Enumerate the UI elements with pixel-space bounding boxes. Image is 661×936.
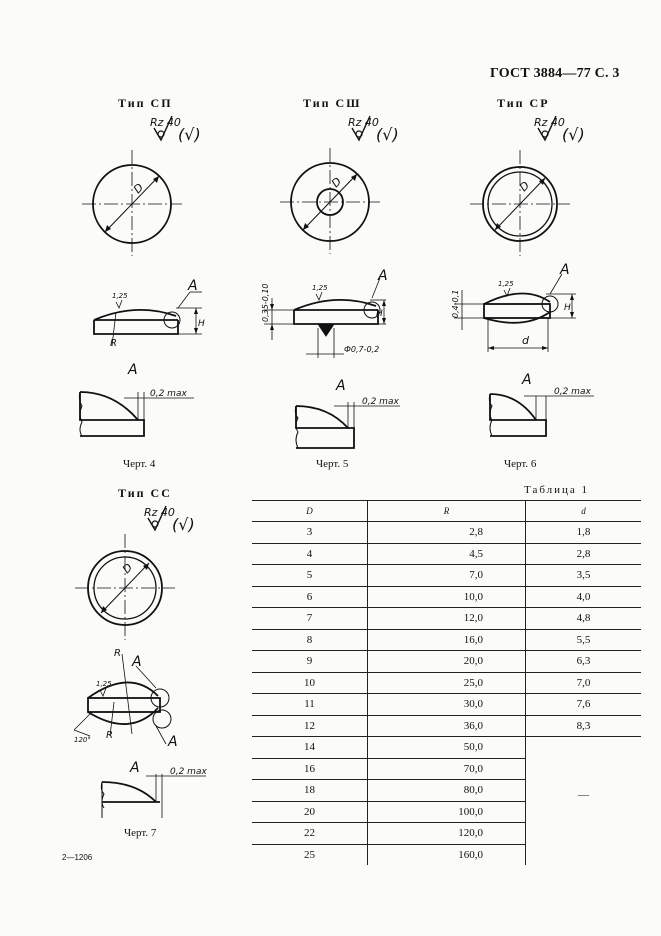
table-row — [252, 586, 641, 608]
svg-text:A: A — [336, 378, 346, 394]
table-header-D: D — [252, 501, 368, 522]
top-view-sp — [82, 150, 186, 260]
cell-D: 7 — [252, 608, 368, 630]
svg-text:A: A — [522, 372, 532, 388]
cell-D: 8 — [252, 629, 368, 651]
svg-text:D: D — [130, 180, 147, 197]
cell-D: 14 — [252, 737, 368, 759]
svg-text:R: R — [106, 730, 113, 741]
cell-R: 160,0 — [368, 844, 526, 865]
cell-D: 16 — [252, 758, 368, 780]
cell-R: 20,0 — [368, 651, 526, 673]
page-footer: 2—1206 — [62, 853, 93, 862]
roughness-symbol-sr — [532, 112, 602, 148]
caption-fig5: Черт. 5 — [316, 458, 349, 470]
cell-R: 16,0 — [368, 629, 526, 651]
cell-D: 25 — [252, 844, 368, 865]
detail-a-fig4 — [74, 358, 214, 448]
cell-D: 6 — [252, 586, 368, 608]
side-view-ssh — [256, 268, 396, 368]
cell-R: 4,5 — [368, 543, 526, 565]
roughness-symbol-ss — [142, 502, 212, 538]
page-header: ГОСТ 3884—77 С. 3 — [490, 66, 620, 81]
table-row — [252, 737, 641, 759]
caption-fig4: Черт. 4 — [123, 458, 156, 470]
roughness-symbol-ssh — [346, 112, 416, 148]
table-row — [252, 522, 641, 544]
cell-R: 100,0 — [368, 801, 526, 823]
cell-d — [526, 801, 642, 823]
cell-D: 12 — [252, 715, 368, 737]
svg-text:Rz 40: Rz 40 — [348, 116, 379, 129]
table-row — [252, 844, 641, 865]
type-sp-label: Тип СП — [118, 96, 173, 110]
cell-d: 2,8 — [526, 543, 642, 565]
table-row — [252, 629, 641, 651]
cell-d: 5,5 — [526, 629, 642, 651]
table-row — [252, 780, 641, 802]
table-header-d: d — [526, 501, 642, 522]
svg-text:A: A — [128, 362, 138, 378]
svg-text:(√): (√) — [172, 515, 195, 534]
svg-text:H: H — [376, 309, 383, 319]
top-view-sr — [470, 150, 574, 260]
cell-R: 36,0 — [368, 715, 526, 737]
svg-text:A: A — [130, 760, 140, 776]
svg-text:0,4-0,1: 0,4-0,1 — [451, 289, 460, 318]
caption-fig6: Черт. 6 — [504, 458, 537, 470]
table-row — [252, 694, 641, 716]
svg-text:R: R — [110, 338, 117, 349]
svg-text:H: H — [564, 303, 571, 313]
cell-R: 2,8 — [368, 522, 526, 544]
svg-text:A: A — [132, 654, 142, 670]
table-title: Таблица 1 — [524, 484, 590, 496]
cell-d: 3,5 — [526, 565, 642, 587]
table-row — [252, 801, 641, 823]
cell-d: — — [526, 780, 642, 802]
svg-text:0,2 max: 0,2 max — [554, 387, 591, 397]
cell-d: 6,3 — [526, 651, 642, 673]
table-row — [252, 672, 641, 694]
cell-D: 18 — [252, 780, 368, 802]
svg-text:A: A — [188, 278, 198, 294]
cell-R: 80,0 — [368, 780, 526, 802]
cell-d: 4,8 — [526, 608, 642, 630]
cell-R: 12,0 — [368, 608, 526, 630]
table-row — [252, 608, 641, 630]
roughness-symbol-sp — [148, 112, 218, 148]
svg-text:Rz 40: Rz 40 — [534, 116, 565, 129]
svg-text:(√): (√) — [376, 125, 399, 144]
cell-d: 7,0 — [526, 672, 642, 694]
cell-d: 7,6 — [526, 694, 642, 716]
svg-text:d: d — [522, 334, 529, 347]
cell-R: 120,0 — [368, 823, 526, 845]
cell-R: 10,0 — [368, 586, 526, 608]
cell-D: 4 — [252, 543, 368, 565]
cell-D: 20 — [252, 801, 368, 823]
svg-text:R: R — [114, 648, 121, 659]
svg-text:1,25: 1,25 — [498, 280, 514, 288]
svg-text:0,2 max: 0,2 max — [362, 397, 399, 407]
type-ssh-label: Тип СШ — [303, 96, 362, 110]
caption-fig7: Черт. 7 — [124, 827, 157, 839]
table-1 — [252, 500, 641, 865]
svg-text:1,25: 1,25 — [96, 680, 112, 688]
cell-d — [526, 758, 642, 780]
svg-text:(√): (√) — [562, 125, 585, 144]
svg-text:1,25: 1,25 — [312, 284, 328, 292]
cell-d — [526, 844, 642, 865]
cell-R: 50,0 — [368, 737, 526, 759]
table-row — [252, 715, 641, 737]
top-view-ss — [75, 534, 179, 644]
svg-text:A: A — [168, 734, 178, 750]
cell-d — [526, 823, 642, 845]
top-view-ssh — [280, 148, 384, 258]
table-row — [252, 823, 641, 845]
svg-text:H: H — [198, 319, 205, 329]
detail-a-fig5 — [290, 376, 430, 460]
svg-text:D: D — [119, 560, 136, 577]
table-header-R: R — [368, 501, 526, 522]
cell-d: 4,0 — [526, 586, 642, 608]
type-ss-label: Тип СС — [118, 486, 172, 500]
cell-D: 10 — [252, 672, 368, 694]
side-view-sp — [86, 276, 216, 356]
cell-D: 5 — [252, 565, 368, 587]
table-row — [252, 543, 641, 565]
svg-text:Rz 40: Rz 40 — [150, 116, 181, 129]
cell-D: 3 — [252, 522, 368, 544]
detail-a-fig7 — [96, 756, 226, 826]
svg-text:Ф0,7-0,2: Ф0,7-0,2 — [344, 345, 380, 354]
table-row — [252, 651, 641, 673]
cell-D: 9 — [252, 651, 368, 673]
svg-text:D: D — [516, 178, 533, 195]
svg-text:Rz 40: Rz 40 — [144, 506, 175, 519]
svg-text:0,35-0,10: 0,35-0,10 — [261, 283, 270, 322]
side-view-ss — [70, 646, 200, 756]
type-sr-label: Тип СР — [497, 96, 550, 110]
svg-text:0,2 max: 0,2 max — [170, 767, 207, 777]
cell-R: 7,0 — [368, 565, 526, 587]
cell-D: 11 — [252, 694, 368, 716]
cell-R: 70,0 — [368, 758, 526, 780]
svg-text:A: A — [560, 262, 570, 278]
cell-R: 25,0 — [368, 672, 526, 694]
svg-text:120°: 120° — [74, 736, 91, 744]
svg-text:0,2 max: 0,2 max — [150, 389, 187, 399]
detail-a-fig6 — [484, 368, 624, 452]
svg-text:1,25: 1,25 — [112, 292, 128, 300]
svg-text:A: A — [378, 268, 388, 284]
cell-d — [526, 737, 642, 759]
side-view-sr — [446, 260, 586, 360]
cell-D: 22 — [252, 823, 368, 845]
cell-R: 30,0 — [368, 694, 526, 716]
svg-text:D: D — [328, 174, 345, 191]
svg-text:(√): (√) — [178, 125, 201, 144]
table-row — [252, 758, 641, 780]
cell-d: 8,3 — [526, 715, 642, 737]
cell-d: 1,8 — [526, 522, 642, 544]
table-row — [252, 565, 641, 587]
